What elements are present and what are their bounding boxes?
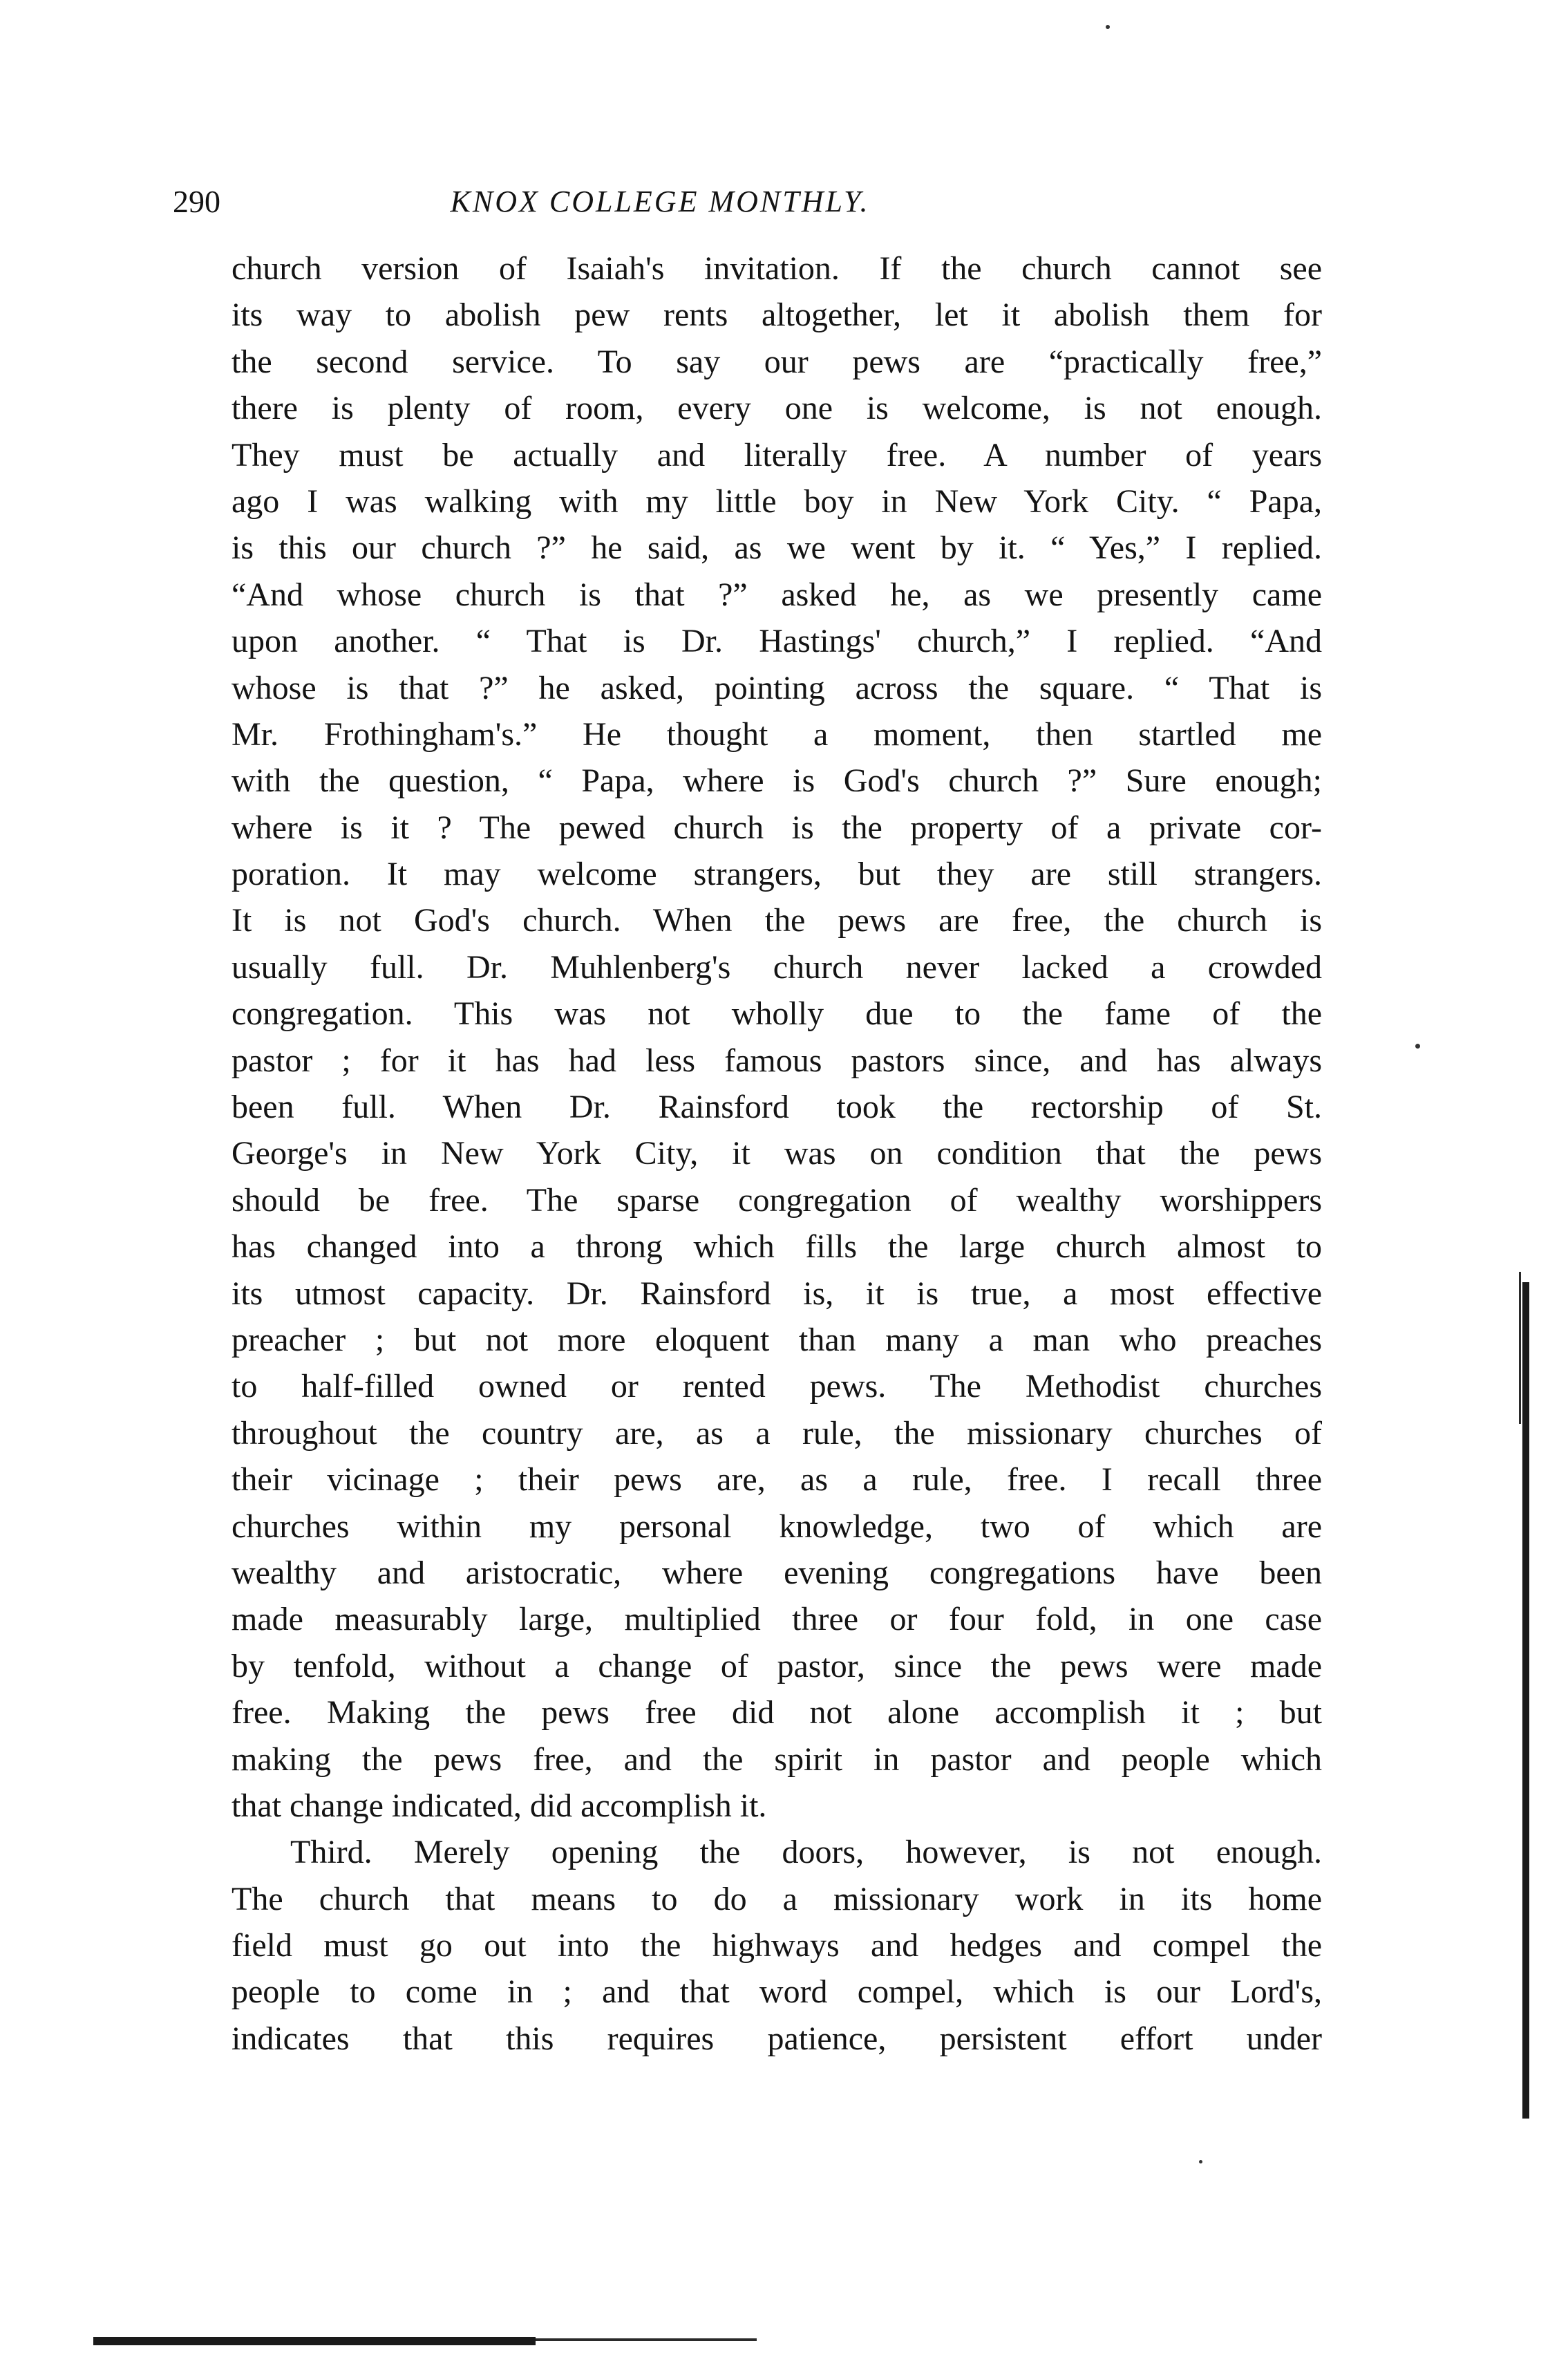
text-line: with the question, “ Papa, where is God's church ?” Sure enough; bbox=[232, 762, 1322, 800]
page-number: 290 bbox=[173, 184, 220, 219]
text-line: It is not God's church. When the pews are free, the church is bbox=[232, 902, 1322, 939]
page-header bbox=[173, 181, 1327, 223]
text-line: churches within my personal knowledge, two of which are bbox=[232, 1508, 1322, 1545]
text-line: George's in New York City, it was on condition that the pews bbox=[232, 1135, 1322, 1172]
scan-bottom-rule bbox=[93, 2333, 657, 2347]
text-line: “And whose church is that ?” asked he, as we presently came bbox=[232, 576, 1322, 613]
text-line: congregation. This was not wholly due to the fame of the bbox=[232, 995, 1322, 1033]
text-line: people to come in ; and that word compel, which is our Lord's, bbox=[232, 1973, 1322, 2011]
scan-speck bbox=[1106, 25, 1110, 29]
scan-edge-rule bbox=[1522, 1282, 1529, 2119]
text-line: The church that means to do a missionary work in its home bbox=[232, 1880, 1322, 1917]
scan-edge-mark bbox=[1519, 1272, 1521, 1424]
text-line: to half-filled owned or rented pews. The Methodist churches bbox=[232, 1368, 1322, 1405]
text-line: indicates that this requires patience, persistent effort under bbox=[232, 2020, 1322, 2057]
text-line: has changed into a throng which fills the large church almost to bbox=[232, 1228, 1322, 1266]
text-line: making the pews free, and the spirit in pastor and people which bbox=[232, 1740, 1322, 1778]
text-line: pastor ; for it has had less famous pastors since, and has always bbox=[232, 1042, 1322, 1079]
text-line: been full. When Dr. Rainsford took the rectorship of St. bbox=[232, 1089, 1322, 1126]
text-line: ago I was walking with my little boy in New York City. “ Papa, bbox=[232, 482, 1322, 520]
text-line: their vicinage ; their pews are, as a rule, free. I recall three bbox=[232, 1461, 1322, 1499]
text-line: church version of Isaiah's invitation. If the church cannot see bbox=[232, 250, 1322, 287]
text-line: poration. It may welcome strangers, but they are still strangers. bbox=[232, 856, 1322, 893]
text-line: field must go out into the highways and hedges and compel the bbox=[232, 1927, 1322, 1964]
text-line: by tenfold, without a change of pastor, since the pews were made bbox=[232, 1647, 1322, 1684]
text-line: is this our church ?” he said, as we went by it. “ Yes,” I replied. bbox=[232, 529, 1322, 567]
text-line: throughout the country are, as a rule, the missionary churches of bbox=[232, 1414, 1322, 1452]
text-line: upon another. “ That is Dr. Hastings' church,” I replied. “And bbox=[232, 623, 1322, 660]
text-line: Mr. Frothingham's.” He thought a moment, then startled me bbox=[232, 715, 1322, 753]
text-line: there is plenty of room, every one is welcome, is not enough. bbox=[232, 390, 1322, 427]
text-line: They must be actually and literally free. A number of years bbox=[232, 436, 1322, 473]
scan-bottom-rule-thin bbox=[536, 2338, 757, 2341]
body-text bbox=[232, 245, 1322, 2062]
text-line: made measurably large, multiplied three or four fold, in one case bbox=[232, 1601, 1322, 1638]
text-line: its utmost capacity. Dr. Rainsford is, it is true, a most effective bbox=[232, 1275, 1322, 1312]
text-line: usually full. Dr. Muhlenberg's church never lacked a crowded bbox=[232, 948, 1322, 986]
scan-speck bbox=[1415, 1044, 1420, 1049]
text-line: that change indicated, did accomplish it. bbox=[232, 1787, 767, 1824]
text-line: wealthy and aristocratic, where evening congregations have been bbox=[232, 1554, 1322, 1591]
scan-speck bbox=[1199, 2160, 1202, 2163]
text-line: free. Making the pews free did not alone accomplish it ; but bbox=[232, 1694, 1322, 1731]
text-line: should be free. The sparse congregation of wealthy worshippers bbox=[232, 1181, 1322, 1219]
text-line: the second service. To say our pews are “practically free,” bbox=[232, 343, 1322, 380]
text-line: where is it ? The pewed church is the property of a private cor- bbox=[232, 809, 1322, 846]
text-line: its way to abolish pew rents altogether, let it abolish them for bbox=[232, 297, 1322, 334]
running-title: KNOX COLLEGE MONTHLY. bbox=[450, 185, 870, 218]
text-line: preacher ; but not more eloquent than many a man who preaches bbox=[232, 1321, 1322, 1358]
text-line: Third. Merely opening the doors, however, is not enough. bbox=[290, 1834, 1322, 1871]
scan-bottom-rule-thick bbox=[93, 2337, 536, 2345]
text-line: whose is that ?” he asked, pointing across the square. “ That is bbox=[232, 669, 1322, 706]
